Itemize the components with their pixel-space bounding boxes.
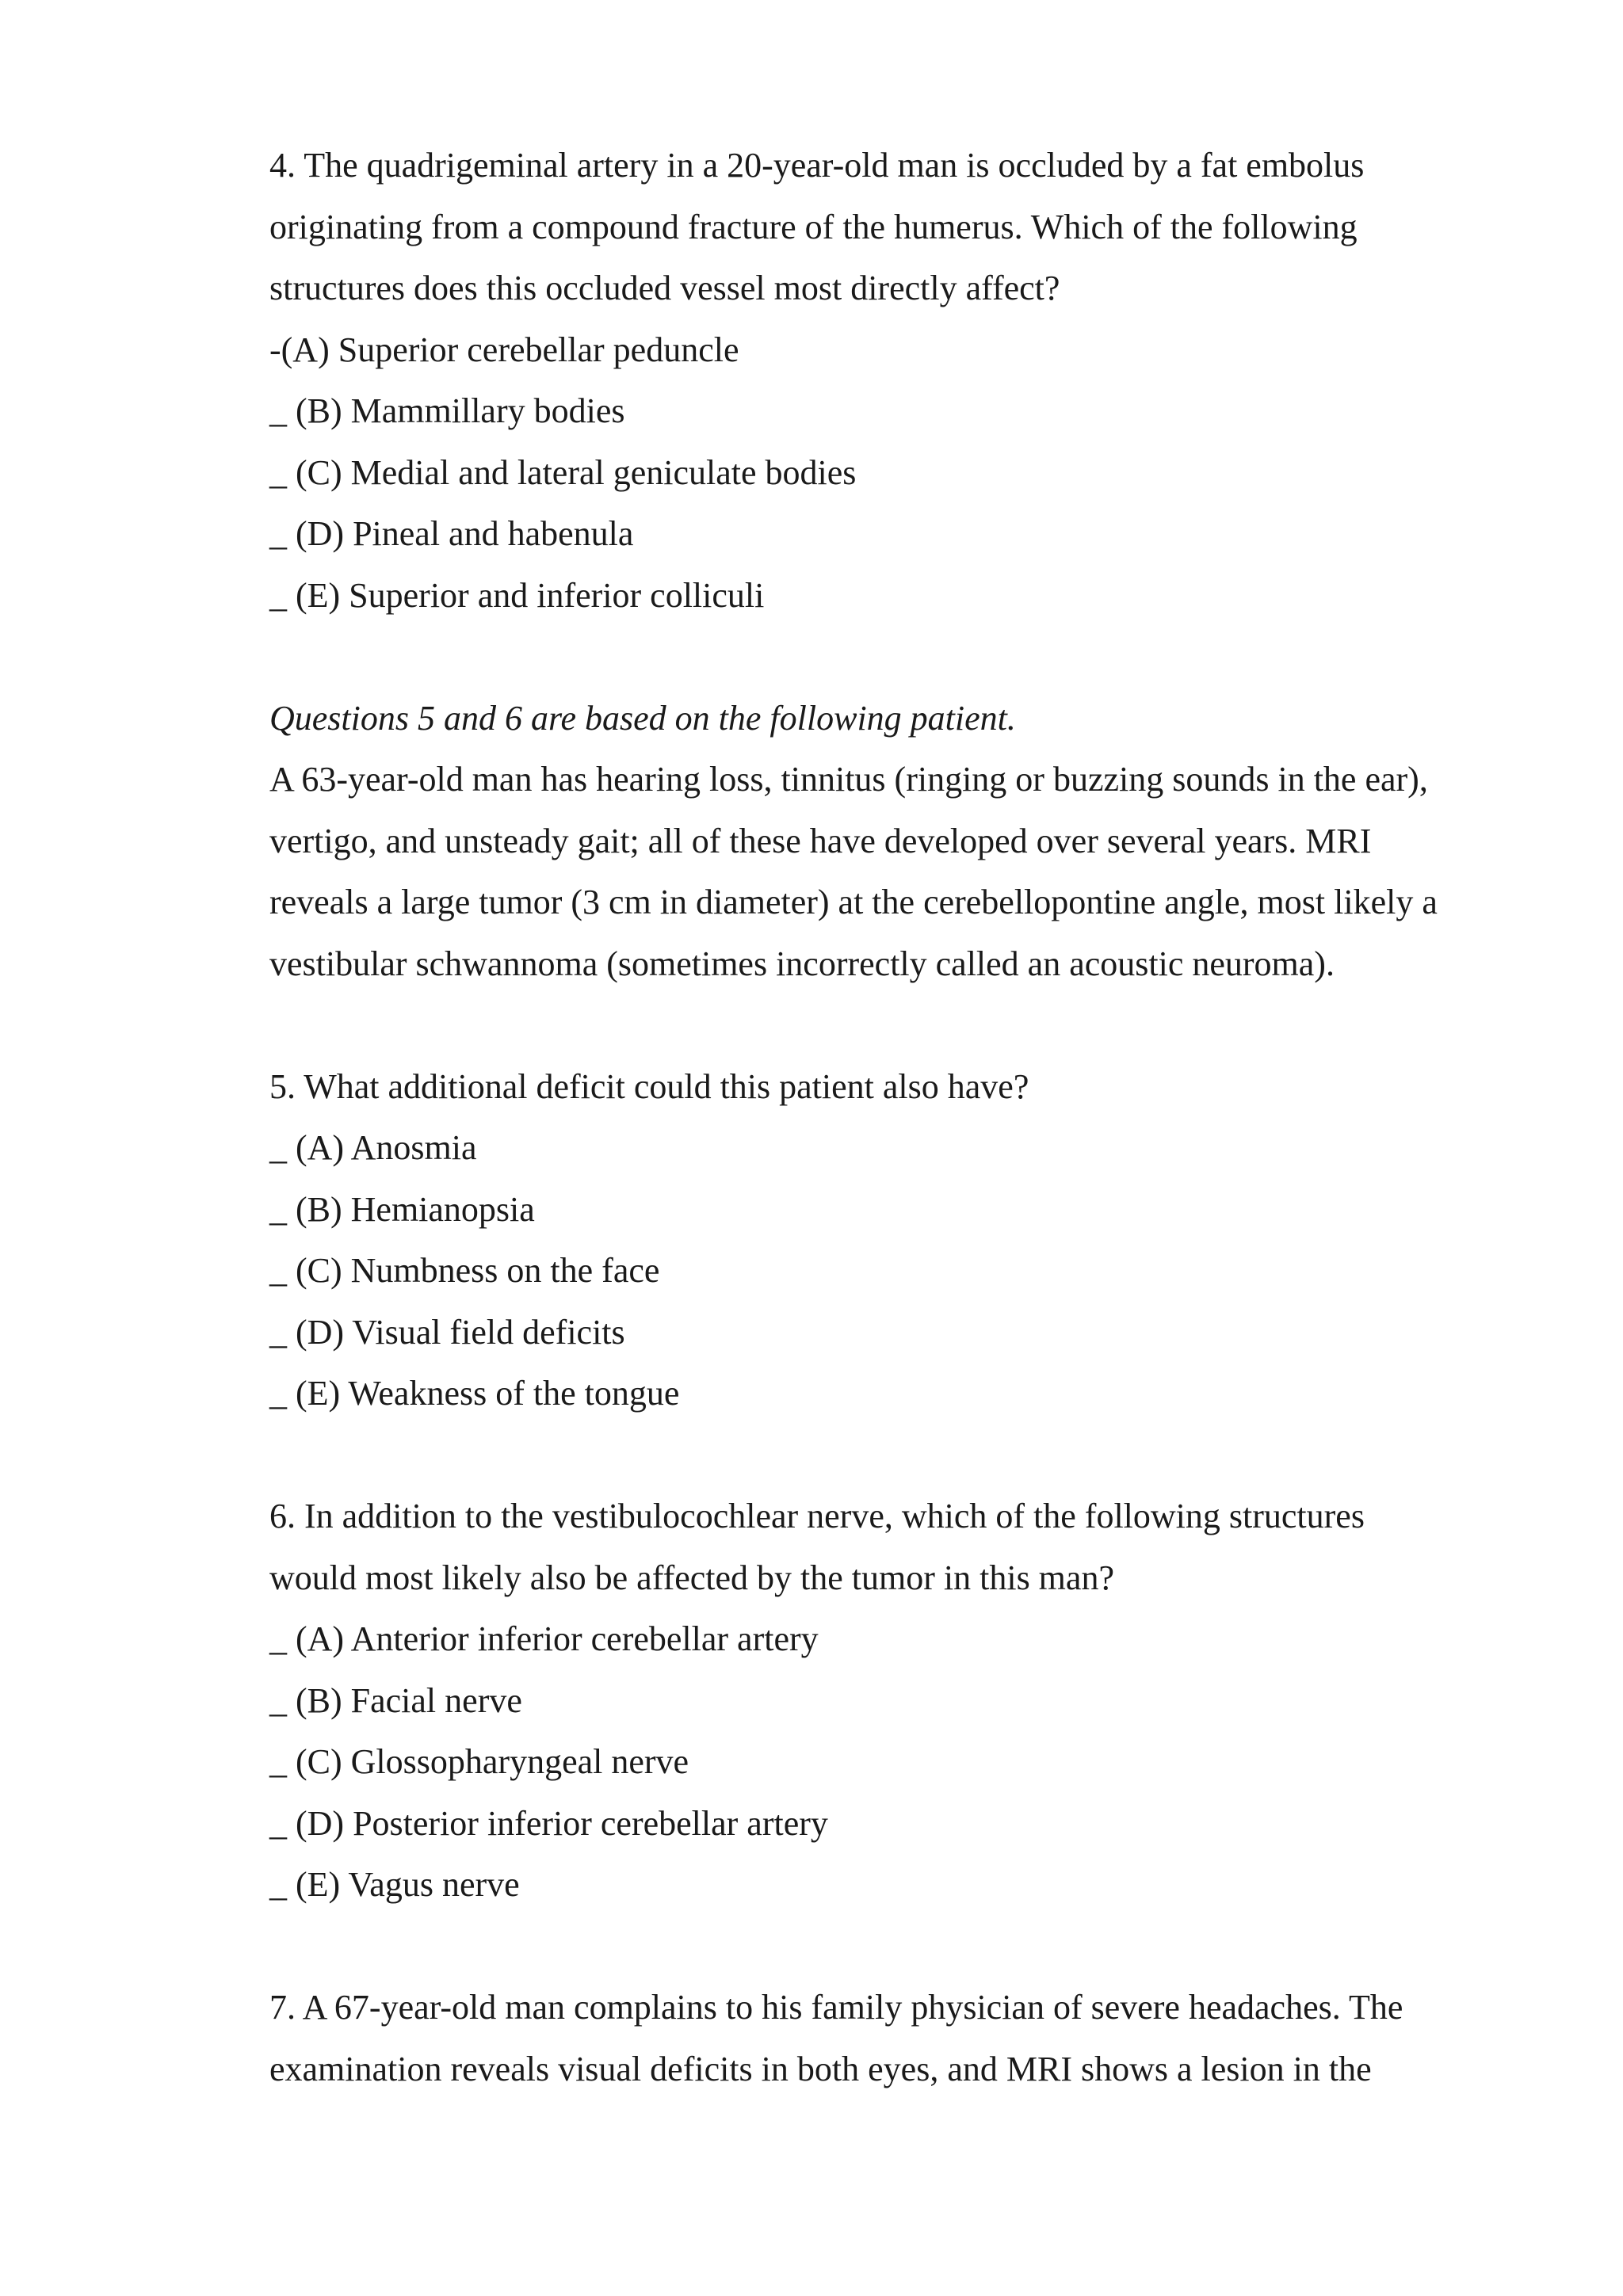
question-4-option-a: -(A) Superior cerebellar peduncle <box>269 330 739 369</box>
question-6-option-c: _ (C) Glossopharyngeal nerve <box>269 1742 689 1781</box>
question-6-option-e: _ (E) Vagus nerve <box>269 1865 520 1904</box>
question-5-option-d: _ (D) Visual field deficits <box>269 1312 625 1352</box>
question-6-option-d: _ (D) Posterior inferior cerebellar artery <box>269 1803 828 1843</box>
question-4-stem-line: 4. The quadrigeminal artery in a 20-year-old man is occluded by a fat embolus <box>269 146 1365 185</box>
spacer <box>269 994 1506 1056</box>
question-5-option-b: _ (B) Hemianopsia <box>269 1189 535 1229</box>
question-5-option-a: _ (A) Anosmia <box>269 1128 477 1167</box>
question-5-option-e: _ (E) Weakness of the tongue <box>269 1374 680 1413</box>
question-4-option-b: _ (B) Mammillary bodies <box>269 391 625 430</box>
spacer <box>269 1425 1506 1486</box>
question-7-stem-line: examination reveals visual deficits in both eyes, and MRI shows a lesion in the <box>269 2049 1372 2088</box>
question-6 <box>269 1486 1506 1916</box>
question-6-stem-line: would most likely also be affected by the tumor in this man? <box>269 1558 1114 1597</box>
spacer <box>269 1916 1506 1978</box>
question-7-stem-line: 7. A 67-year-old man complains to his family physician of severe headaches. The <box>269 1988 1403 2027</box>
document-page <box>269 135 1506 2100</box>
question-6-option-a: _ (A) Anterior inferior cerebellar artery <box>269 1619 819 1658</box>
question-4-option-e: _ (E) Superior and inferior colliculi <box>269 575 765 615</box>
case-5-6 <box>269 688 1506 995</box>
case-text-line: vestibular schwannoma (sometimes incorrectly called an acoustic neuroma). <box>269 944 1335 983</box>
question-5-stem-line: 5. What additional deficit could this patient also have? <box>269 1066 1029 1106</box>
question-5 <box>269 1056 1506 1425</box>
question-5-option-c: _ (C) Numbness on the face <box>269 1251 660 1290</box>
question-6-stem-line: 6. In addition to the vestibulocochlear nerve, which of the following structures <box>269 1497 1365 1535</box>
question-4-stem-line: structures does this occluded vessel most directly affect? <box>269 269 1060 307</box>
case-intro: Questions 5 and 6 are based on the following patient. <box>269 698 1016 738</box>
question-4-option-d: _ (D) Pineal and habenula <box>269 514 634 553</box>
question-4-option-c: _ (C) Medial and lateral geniculate bodies <box>269 452 857 492</box>
question-4-stem-line: originating from a compound fracture of the humerus. Which of the following <box>269 207 1358 246</box>
question-7 <box>269 1977 1506 2100</box>
question-6-option-b: _ (B) Facial nerve <box>269 1680 522 1720</box>
spacer <box>269 626 1506 688</box>
case-text-line: vertigo, and unsteady gait; all of these have developed over several years. MRI <box>269 821 1372 860</box>
question-4 <box>269 135 1506 626</box>
case-text-line: A 63-year-old man has hearing loss, tinnitus (ringing or buzzing sounds in the ear), <box>269 760 1428 799</box>
case-text-line: reveals a large tumor (3 cm in diameter) at the cerebellopontine angle, most likely a <box>269 883 1438 921</box>
